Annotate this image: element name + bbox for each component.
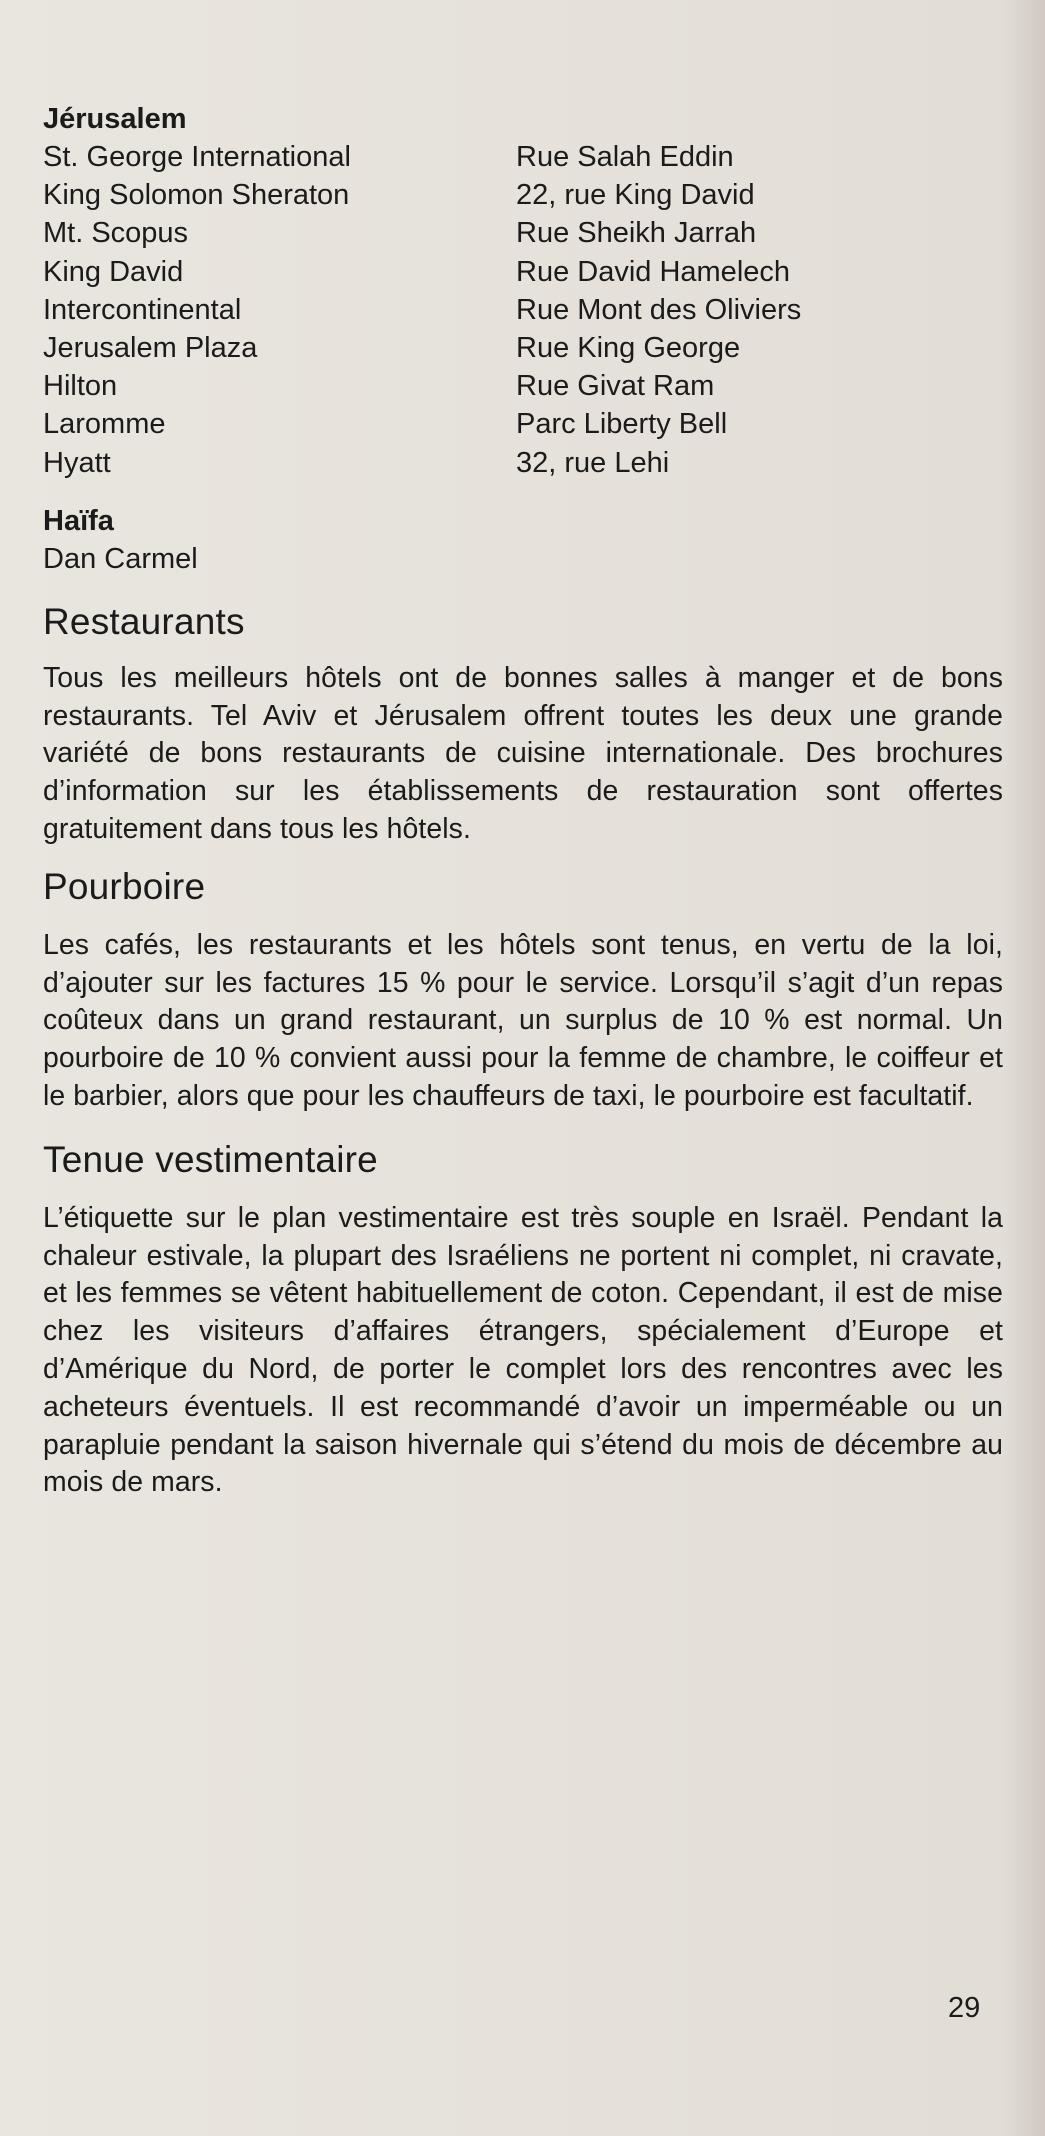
hotel-name: Intercontinental bbox=[43, 293, 242, 326]
hotel-name: King David bbox=[43, 255, 184, 288]
city-heading-jerusalem: Jérusalem bbox=[43, 103, 187, 135]
section-tenue-vestimentaire bbox=[43, 1138, 1003, 1502]
haifa-hotel-list bbox=[43, 502, 1003, 578]
section-paragraph: Les cafés, les restaurants et les hôtels sont tenus, en vertu de la loi, d’ajouter sur les factures 15 % pour le service. Lorsqu’il s’agit d’un repas coûteux dans un grand restaurant, un surplus de 10 % est normal. Un pourboire de 10 % convient aussi pour la femme de chambre, le coiffeur et le barbier, alors que pour les chauffeurs de taxi, le pourboire est facultatif. bbox=[43, 928, 1003, 1113]
hotel-address: Rue Givat Ram bbox=[516, 370, 715, 403]
hotel-name: Dan Carmel bbox=[43, 542, 198, 575]
hotel-address: Rue Sheikh Jarrah bbox=[516, 217, 757, 250]
hotel-row bbox=[43, 540, 1003, 578]
hotel-address: Rue Salah Eddin bbox=[516, 141, 734, 173]
hotel-name: Hyatt bbox=[43, 446, 111, 479]
hotel-row bbox=[43, 253, 1003, 291]
city-heading-haifa: Haïfa bbox=[43, 504, 114, 537]
section-paragraph: L’étiquette sur le plan vestimentaire est très souple en Israël. Pendant la chaleur estivale, la plupart des Israéliens ne portent ni complet, ni cravate, et les femmes se vêtent habituellement de coton. Cependant, il est de mise chez les visiteurs d’affaires étrangers, spécialement d’Europe et d’Amérique du Nord, de porter le complet lors des rencontres avec les acheteurs éventuels. Il est recommandé d’avoir un imperméable ou un parapluie pendant la saison hivernale qui s’étend du mois de décembre au mois de mars. bbox=[43, 1201, 1003, 1499]
hotel-row bbox=[43, 214, 1003, 252]
page-number: 29 bbox=[948, 1992, 981, 2024]
hotel-name: St. George International bbox=[43, 141, 351, 173]
section-title: Pourboire bbox=[43, 865, 206, 907]
page-content bbox=[43, 100, 1003, 1502]
hotel-row bbox=[43, 367, 1003, 405]
section-pourboire bbox=[43, 865, 1003, 1116]
hotel-row bbox=[43, 176, 1003, 214]
hotel-row bbox=[43, 329, 1003, 367]
hotel-name: Mt. Scopus bbox=[43, 217, 189, 250]
hotel-row bbox=[43, 138, 1003, 176]
hotel-name: King Solomon Sheraton bbox=[43, 179, 350, 212]
section-paragraph: Tous les meilleurs hôtels ont de bonnes salles à manger et de bons restaurants. Tel Aviv et Jérusalem offrent toutes les deux une grande variété de bons restaurants de cuisine internationale. Des brochures d’information sur les établissements de restauration sont offertes gratuitement dans tous les hôtels. bbox=[43, 661, 1003, 846]
hotel-row bbox=[43, 444, 1003, 482]
section-title: Restaurants bbox=[43, 600, 245, 642]
hotel-name: Hilton bbox=[43, 370, 118, 403]
hotel-address: 32, rue Lehi bbox=[516, 446, 670, 479]
hotel-name: Jerusalem Plaza bbox=[43, 331, 258, 364]
hotel-row bbox=[43, 291, 1003, 329]
hotel-address: Rue David Hamelech bbox=[516, 255, 791, 288]
hotel-address: Rue King George bbox=[516, 331, 741, 364]
section-title: Tenue vestimentaire bbox=[43, 1138, 378, 1180]
hotel-row bbox=[43, 405, 1003, 443]
hotel-name: Laromme bbox=[43, 408, 166, 441]
section-restaurants bbox=[43, 600, 1003, 849]
hotel-address: Parc Liberty Bell bbox=[516, 408, 728, 441]
hotel-address: Rue Mont des Oliviers bbox=[516, 293, 802, 326]
hotel-table bbox=[43, 138, 1003, 482]
jerusalem-hotel-list bbox=[43, 100, 1003, 482]
hotel-address: 22, rue King David bbox=[516, 179, 755, 212]
